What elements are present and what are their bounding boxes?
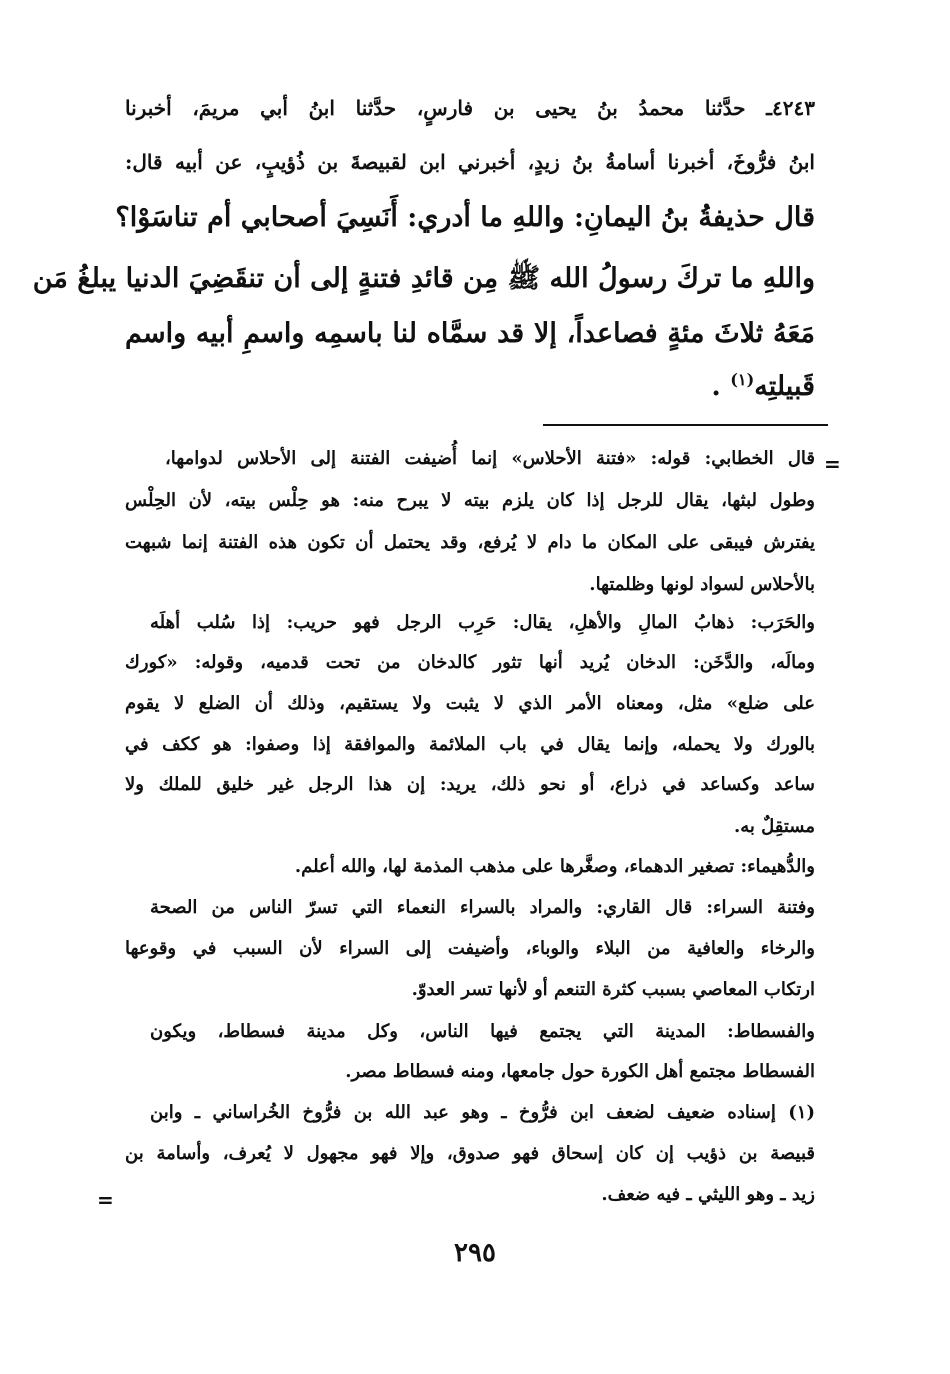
footnote-line: بالورك ولا يحمله، وإنما يقال في باب الملائمة والموافقة إذا وصفوا: هو ككف في — [125, 734, 815, 755]
matn-last-line — [125, 370, 815, 402]
matn-line: مَعَهُ ثلاثَ مئةٍ فصاعداً، إلا قد سمَّاه لنا باسمِه واسمِ أبيه واسم — [125, 318, 815, 349]
matn-end: . — [711, 371, 721, 402]
isnad-line: ٤٢٤٣ـ حدَّثنا محمدُ بنُ يحيى بن فارسٍ، حدَّثنا ابنُ أبي مريمَ، أخبرنا — [125, 96, 815, 120]
footnote-line: وفتنة السراء: قال القاري: والمراد بالسراء النعماء التي تسرّ الناس من الصحة — [150, 897, 815, 918]
footnote-separator — [543, 424, 828, 426]
footnote-line: ارتكاب المعاصي بسبب كثرة التنعم أو لأنها تسر العدوّ. — [411, 979, 815, 1000]
footnote-line: قال الخطابي: قوله: «فتنة الأحلاس» إنما أُضيفت الفتنة إلى الأحلاس لدوامها، — [165, 448, 815, 469]
footnote-line: والفسطاط: المدينة التي يجتمع فيها الناس، وكل مدينة فسطاط، ويكون — [150, 1021, 815, 1042]
continuation-mark-start: = — [824, 452, 841, 476]
footnote-line: ومالَه، والدَّخَن: الدخان يُريد أنها تثور كالدخان من تحت قدميه، وقوله: «كورك — [125, 652, 815, 673]
footnote-line: (١) إسناده ضعيف لضعف ابن فرُّوخ ـ وهو عبد الله بن فرُّوخ الخُراساني ـ وابن — [150, 1102, 815, 1123]
footnote-ref: (١) — [730, 370, 755, 389]
footnote-line: بالأحلاس لسواد لونها وظلمتها. — [589, 574, 815, 595]
matn-line: واللهِ ما تركَ رسولُ الله ﷺ مِن قائدِ فتنةٍ إلى أن تنقَضِيَ الدنيا يبلغُ مَن — [32, 263, 815, 294]
footnote-line: والدُّهيماء: تصغير الدهماء، وصغَّرها على مذهب المذمة لها، والله أعلم. — [294, 856, 815, 877]
footnote-line: قبيصة بن ذؤيب إن كان إسحاق فهو صدوق، وإلا فهو مجهول لا يُعرف، وأسامة بن — [125, 1143, 815, 1164]
continuation-mark-end: = — [97, 1188, 114, 1212]
isnad-line: ابنُ فرُّوخَ، أخبرنا أسامةُ بنُ زيدٍ، أخبرني ابن لقبيصةَ بن ذُؤيبٍ، عن أبيه قال: — [125, 150, 815, 174]
footnote-line: على ضلع» مثل، ومعناه الأمر الذي لا يثبت ولا يستقيم، وذلك أن الضلع لا يقوم — [125, 693, 815, 714]
matn-text: قَبيلتِه — [754, 371, 815, 402]
footnote-line: مستقِلٌ به. — [733, 816, 815, 837]
footnote-line: ساعد وكساعد في ذراع، أو نحو ذلك، يريد: إن هذا الرجل غير خليق للملك ولا — [125, 774, 815, 795]
footnote-line: الفسطاط مجتمع أهل الكورة حول جامعها، ومنه فسطاط مصر. — [345, 1061, 815, 1082]
footnote-line: يفترش فيبقى على المكان ما دام لا يُرفع، وقد يحتمل أن تكون هذه الفتنة إنما شبهت — [125, 532, 815, 553]
page-number: ٢٩٥ — [454, 1238, 496, 1268]
footnote-line: زيد ـ وهو الليثي ـ فيه ضعف. — [601, 1184, 815, 1205]
footnote-line: وطول لبثها، يقال للرجل إذا كان يلزم بيته لا يبرح منه: هو حِلْس بيته، لأن الحِلْس — [125, 490, 815, 511]
footnote-line: والرخاء والعافية من البلاء والوباء، وأضيفت إلى السراء لأن السبب في وقوعها — [125, 938, 815, 959]
footnote-line: والحَرَب: ذهابُ المالِ والأهلِ، يقال: حَرِب الرجل فهو حريب: إذا سُلب أهلَه — [150, 612, 815, 633]
matn-line: قال حذيفةُ بنُ اليمانِ: واللهِ ما أدري: أَنَسِيَ أصحابي أم تناسَوْا؟ — [115, 202, 815, 233]
